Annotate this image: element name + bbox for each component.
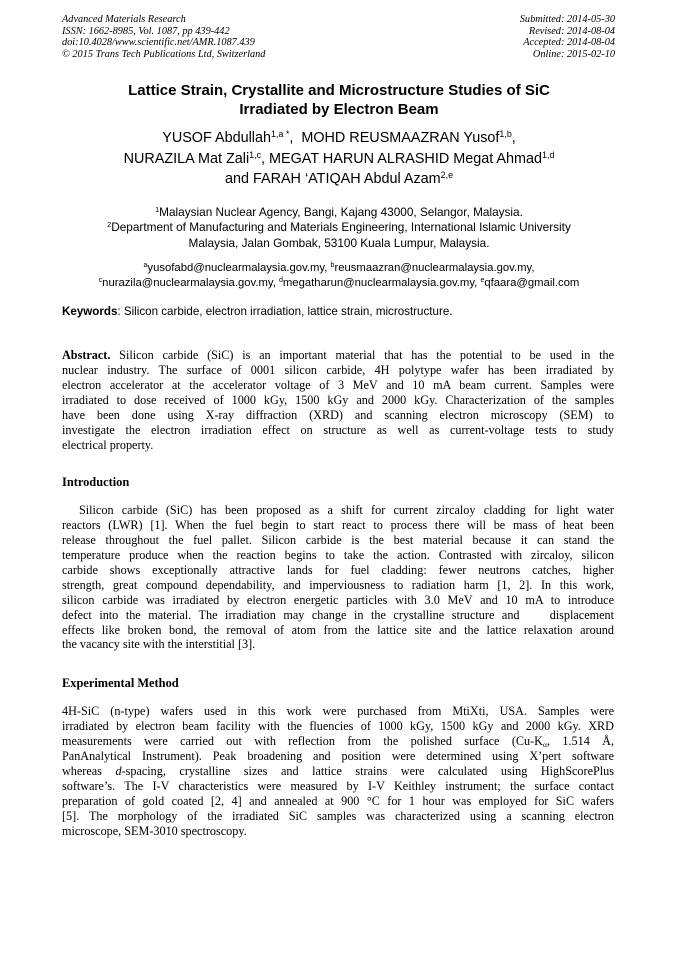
author-line-2: NURAZILA Mat Zali$^{1,c}$, MEGAT HARUN ALRASHID Megat Ahmad$^{1,d}$ xyxy=(123,149,555,167)
exp-line: preparation of gold coated [2, 4] and annealed at 900 °C for 1 hour was employed for SiC wafers xyxy=(62,793,614,808)
exp-line: microscope, SEM-3010 spectroscopy. xyxy=(62,823,247,838)
email-mark: e xyxy=(480,277,485,285)
author-affil-mark: 1,c xyxy=(249,149,262,160)
paper-title-line-1: Lattice Strain, Crystallite and Microstructure Studies of SiC xyxy=(128,82,550,99)
exp-line xyxy=(62,734,614,749)
affiliation-mark: 2 xyxy=(107,220,112,230)
abstract-line: electrical property. xyxy=(62,437,154,452)
affiliation-text: Department of Manufacturing and Materials Engineering, International Islamic University xyxy=(111,220,571,235)
paper-title-line-2: Irradiated by Electron Beam xyxy=(239,101,439,118)
author-name: FARAH ‘ATIQAH Abdul Azam xyxy=(252,171,441,187)
exp-line: 4H-SiC (n-type) wafers used in this work were purchased from MtiXti, USA. Samples were xyxy=(62,704,614,718)
author-conjunction: and xyxy=(224,171,253,187)
d-spacing-symbol: d xyxy=(115,763,122,778)
keywords-text: : Silicon carbide, electron irradiation, lattice strain, microstructure. xyxy=(117,305,453,318)
exp-text: , 1.514 Å, xyxy=(546,733,614,748)
author-name: MEGAT HARUN ALRASHID Megat Ahmad xyxy=(269,150,543,167)
journal-name: Advanced Materials Research xyxy=(62,14,186,25)
abstract-text: Silicon carbide (SiC) is an important material that has the potential to be used in the xyxy=(110,348,614,362)
affiliation-text: Malaysian Nuclear Agency, Bangi, Kajang 43000, Selangor, Malaysia. xyxy=(159,205,523,219)
exp-line: software’s. The I-V characteristics were measured by I-V Keithley instrument; the surface contact xyxy=(62,778,614,793)
intro-line: Silicon carbide (SiC) has been proposed as a shift for current zircaloy cladding for light water xyxy=(79,503,614,517)
email-link[interactable]: reusmaazran@nuclearmalaysia.gov.my xyxy=(334,262,532,274)
intro-line: strength, great compound dependability, and imperviousness to radiation harm [1, 2]. In this work, xyxy=(62,577,614,592)
journal-doi: doi:10.4028/www.scientific.net/AMR.1087.439 xyxy=(62,37,255,49)
author-name: NURAZILA Mat Zali xyxy=(123,150,250,167)
intro-line: the vacancy site with the interstitial [3]. xyxy=(62,637,256,652)
abstract-line: nuclear industry. The surface of 0001 silicon carbide, 4H polytype wafer has been irradiated by xyxy=(62,362,614,377)
date-accepted: Accepted: 2014-08-04 xyxy=(523,37,615,49)
abstract-label: Abstract. xyxy=(62,348,111,362)
introduction-body xyxy=(62,503,614,652)
author-line-1: YUSOF Abdullah$^{1,a *}$, MOHD REUSMAAZRAN Yusof$^{1,b}$, xyxy=(162,129,516,146)
email-mark: c xyxy=(98,277,103,285)
experimental-heading: Experimental Method xyxy=(62,676,179,690)
abstract-line: have been done using X-ray diffraction (XRD) and scanning electron microscopy (SEM) to xyxy=(62,407,614,422)
email-mark: d xyxy=(278,277,283,285)
affiliation-mark: 1 xyxy=(155,204,160,214)
email-line-2: $^c$nurazila@nuclearmalaysia.gov.my, $^d$megatharun@nuclearmalaysia.gov.my, $^e$qfaara@gmail.com xyxy=(98,277,580,290)
exp-text: -spacing, crystalline sizes and lattice strains were calculated using HighScorePlus xyxy=(121,763,614,778)
affiliations xyxy=(62,205,616,251)
author-affil-mark: 1,d xyxy=(542,149,555,160)
intro-line: effects like broken bond, the removal of atom from the lattice site and the lattice relaxation around xyxy=(62,622,614,637)
affiliation-2-cont: Malaysia, Jalan Gombak, 53100 Kuala Lumpur, Malaysia. xyxy=(188,235,490,250)
date-submitted: Submitted: 2014-05-30 xyxy=(519,14,615,25)
email-link[interactable]: yusofabd@nuclearmalaysia.gov.my xyxy=(147,262,325,274)
intro-line: reactors (LWR) [1]. When the fuel begin to start react to process there will be mass of heat been xyxy=(62,517,614,532)
affiliation-2 xyxy=(62,220,616,235)
exp-line: PanAnalytical Instrument). Peak broadening and position were determined using X’pert software xyxy=(62,748,614,763)
abstract-line: investigate the electron irradiation effect on structure as well as current-voltage tests to study xyxy=(62,422,614,437)
journal-issn: ISSN: 1662-8985, Vol. 1087, pp 439-442 xyxy=(62,25,230,37)
paper-title xyxy=(62,81,616,119)
affiliation-1 xyxy=(62,205,616,220)
author-affil-mark: 1,b xyxy=(499,129,512,140)
intro-line: carbide shows exceptionally attractive lands for fuel cladding: fewer neutrons catches, higher xyxy=(62,562,614,577)
author-affil-mark: 1,a * xyxy=(271,129,290,140)
author-emails xyxy=(62,261,616,291)
exp-line: irradiated by electron beam facility with the fluencies of 1000 kGy, 1500 kGy and 2000 kGy. XRD xyxy=(62,718,614,733)
introduction-heading: Introduction xyxy=(62,475,130,489)
exp-line xyxy=(62,764,614,779)
author-affil-mark: 2,e xyxy=(440,170,454,181)
abstract-line: electron accelerator at the accelerator voltage of 3 MeV and 10 mA beam current. Samples were xyxy=(62,377,614,392)
journal-header-left xyxy=(62,14,265,60)
email-mark: a xyxy=(143,262,148,270)
email-link[interactable]: nurazila@nuclearmalaysia.gov.my xyxy=(102,277,273,290)
abstract-line xyxy=(62,348,614,363)
author-list xyxy=(62,128,616,190)
author-name: YUSOF Abdullah xyxy=(162,130,272,146)
intro-line: temperature produce when the reaction begins to take the action. Contrasted with zircaloy, silicon xyxy=(62,547,614,562)
email-link[interactable]: megatharun@nuclearmalaysia.gov.my xyxy=(282,277,475,290)
experimental-body xyxy=(62,704,614,838)
journal-copyright: © 2015 Trans Tech Publications Ltd, Switzerland xyxy=(62,48,266,60)
exp-text: whereas xyxy=(62,763,116,778)
email-mark: b xyxy=(330,262,335,270)
date-revised: Revised: 2014-08-04 xyxy=(528,25,615,37)
intro-line: defect into the material. The irradiation may change in the crystalline structure and displacement xyxy=(62,607,614,622)
exp-text: measurements were carried out with reflection from the polished surface (Cu-K xyxy=(62,733,543,748)
email-line-1: $^a$yusofabd@nuclearmalaysia.gov.my, $^b$reusmaazran@nuclearmalaysia.gov.my, xyxy=(143,262,535,274)
keywords xyxy=(62,304,622,319)
date-online: Online: 2015-02-10 xyxy=(532,48,615,60)
journal-header-right xyxy=(520,14,615,60)
author-line-3 xyxy=(62,169,616,190)
keywords-label: Keywords xyxy=(62,305,118,318)
abstract xyxy=(62,348,614,453)
intro-line: release throughout the fuel pallet. Silicon carbide is the best material because it can stand the xyxy=(62,532,614,547)
abstract-line: irradiated to dose received of 1000 kGy, 1500 kGy and 2000 kGy. Characterization of the samples xyxy=(62,392,614,407)
intro-line: silicon carbide was irradiated by electron energetic particles with 3.0 MeV and 10 mA to introduce xyxy=(62,592,614,607)
email-link[interactable]: qfaara@gmail.com xyxy=(484,277,580,290)
exp-line: [5]. The morphology of the irradiated SiC samples was characterized using a scanning electron xyxy=(62,808,614,823)
author-name: MOHD REUSMAAZRAN Yusof xyxy=(301,130,500,146)
alpha-subscript: α xyxy=(542,740,547,750)
